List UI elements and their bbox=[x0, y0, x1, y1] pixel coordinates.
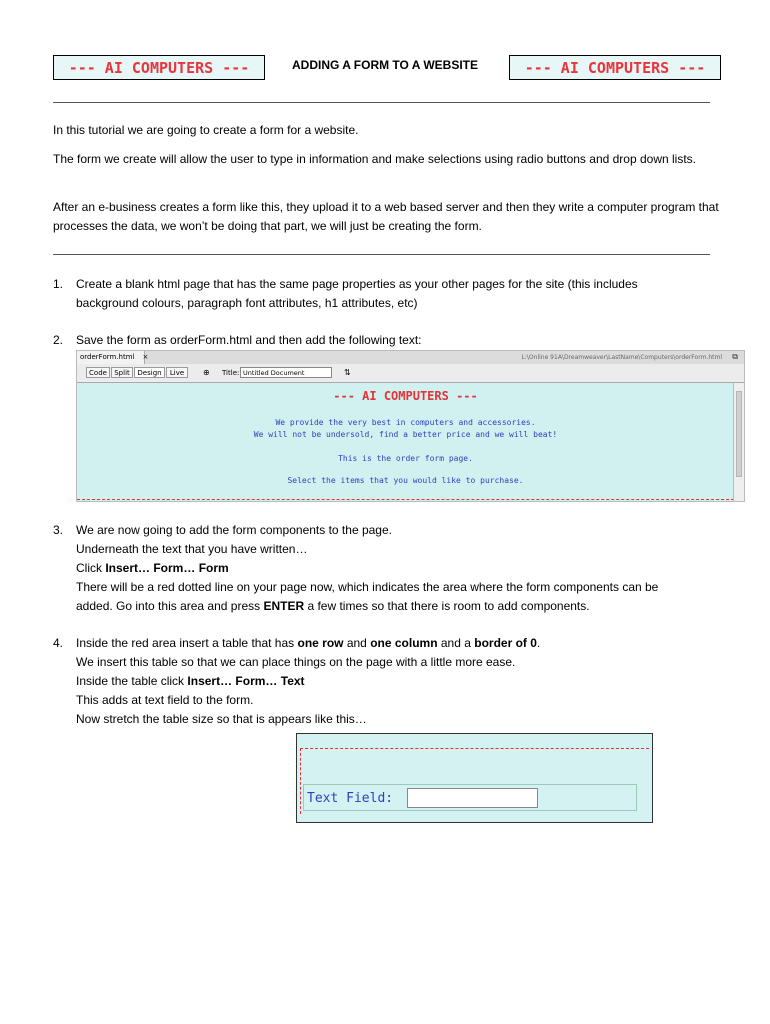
canvas-text-line: We provide the very best in computers and accessories. bbox=[275, 418, 536, 427]
emphasis: one row bbox=[297, 636, 344, 650]
step-number: 1. bbox=[53, 277, 64, 291]
step-text: We insert this table so that we can place things on the page with a little more ease. bbox=[76, 655, 516, 669]
restore-icon[interactable]: ⧉ bbox=[732, 352, 738, 361]
step-text: Now stretch the table size so that is appears like this… bbox=[76, 712, 367, 726]
form-boundary bbox=[300, 748, 649, 749]
emphasis: border of 0 bbox=[474, 636, 537, 650]
canvas-text-line: We will not be undersold, find a better price and we will beat! bbox=[253, 430, 558, 439]
step-number: 3. bbox=[53, 523, 64, 537]
step-4 bbox=[53, 634, 733, 729]
step-text: background colours, paragraph font attributes, h1 attributes, etc) bbox=[76, 296, 418, 310]
document-tab-label: orderForm.html bbox=[80, 353, 135, 361]
title-label: Title: bbox=[222, 369, 240, 377]
textfield-screenshot bbox=[296, 733, 653, 823]
canvas-text-line: Select the items that you would like to purchase. bbox=[287, 476, 524, 485]
live-view-button[interactable]: Live bbox=[166, 367, 188, 378]
divider-middle bbox=[53, 254, 710, 255]
step-text: This adds at text field to the form. bbox=[76, 693, 254, 707]
document-toolbar bbox=[77, 364, 744, 383]
close-icon[interactable]: × bbox=[142, 353, 149, 361]
form-boundary bbox=[300, 748, 301, 814]
text-run: and bbox=[343, 636, 371, 650]
code-view-button[interactable]: Code bbox=[86, 367, 110, 378]
text-run: added. Go into this area and press bbox=[76, 599, 264, 613]
divider-top bbox=[53, 102, 710, 103]
text-field-input[interactable] bbox=[407, 788, 538, 808]
intro-paragraph-3: After an e-business creates a form like this, they upload it to a web based server and then they write a computer program that processes the data, we won’t be doing that part, we will just be creating the form. bbox=[53, 200, 719, 233]
layout-table bbox=[303, 784, 637, 811]
text-field-label: Text Field: bbox=[307, 791, 394, 806]
file-path: L:\Online 91A\Dreamweaver\LastName\Computers\orderForm.html bbox=[521, 354, 722, 361]
document-tab[interactable] bbox=[77, 351, 149, 364]
emphasis: one column bbox=[370, 636, 438, 650]
canvas-heading: --- AI COMPUTERS --- bbox=[333, 389, 478, 403]
menu-path: Insert… Form… Text bbox=[187, 674, 305, 688]
menu-path: Insert… Form… Form bbox=[105, 561, 229, 575]
scrollbar-thumb[interactable] bbox=[736, 391, 742, 477]
globe-icon[interactable]: ⊕ bbox=[203, 368, 210, 377]
step-3 bbox=[53, 521, 733, 616]
title-input[interactable]: Untitled Document bbox=[240, 367, 332, 378]
step-text: There will be a red dotted line on your page now, which indicates the area where the form components can be bbox=[76, 580, 659, 594]
split-view-button[interactable]: Split bbox=[111, 367, 133, 378]
intro-paragraph-1: In this tutorial we are going to create a form for a website. bbox=[53, 123, 359, 137]
step-text bbox=[76, 672, 733, 691]
intro-paragraph-2: The form we create will allow the user to type in information and make selections using radio buttons and drop down lists. bbox=[53, 152, 696, 166]
text-run: Click bbox=[76, 561, 106, 575]
dreamweaver-screenshot bbox=[76, 350, 745, 502]
form-boundary bbox=[77, 499, 734, 500]
step-text bbox=[76, 559, 733, 578]
step-text: We are now going to add the form components to the page. bbox=[76, 523, 392, 537]
document-tab-bar bbox=[77, 351, 744, 364]
logo-right: --- AI COMPUTERS --- bbox=[509, 55, 721, 80]
canvas-text-line: This is the order form page. bbox=[338, 454, 473, 463]
file-management-icon[interactable]: ⇅ bbox=[344, 368, 351, 377]
step-text: Create a blank html page that has the same page properties as your other pages for the site (this includes bbox=[76, 277, 638, 291]
text-run: Inside the table click bbox=[76, 674, 188, 688]
vertical-scrollbar[interactable] bbox=[733, 383, 744, 501]
step-text bbox=[76, 597, 733, 616]
design-canvas[interactable] bbox=[77, 383, 734, 501]
key-name: ENTER bbox=[263, 599, 305, 613]
step-number: 4. bbox=[53, 636, 64, 650]
step-text: Save the form as orderForm.html and then add the following text: bbox=[76, 333, 422, 347]
text-run: a few times so that there is room to add components. bbox=[304, 599, 590, 613]
design-view-button[interactable]: Design bbox=[134, 367, 165, 378]
step-1 bbox=[53, 275, 733, 313]
step-text bbox=[76, 634, 733, 653]
page-title: ADDING A FORM TO A WEBSITE bbox=[292, 58, 478, 72]
step-2 bbox=[53, 331, 733, 350]
text-run: and a bbox=[437, 636, 475, 650]
step-number: 2. bbox=[53, 333, 64, 347]
text-run: . bbox=[536, 636, 541, 650]
text-run: Inside the red area insert a table that has bbox=[76, 636, 298, 650]
step-text: Underneath the text that you have written… bbox=[76, 542, 308, 556]
logo-left: --- AI COMPUTERS --- bbox=[53, 55, 265, 80]
